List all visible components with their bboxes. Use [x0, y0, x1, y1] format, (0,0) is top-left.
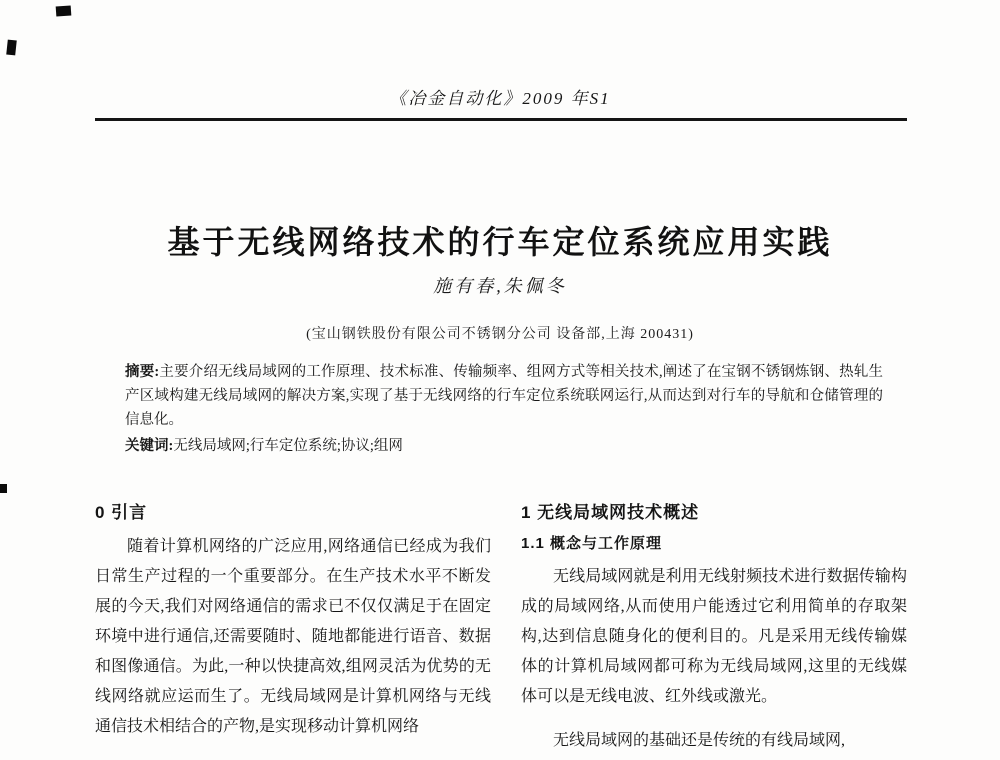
right-column	[521, 500, 907, 756]
scan-artifact	[6, 40, 17, 56]
wlan-paragraph-2: 无线局域网的基础还是传统的有线局域网,	[553, 732, 846, 749]
keywords-label: 关键词:	[125, 438, 174, 454]
paper-title: 基于无线网络技术的行车定位系统应用实践	[167, 224, 833, 261]
keywords-text: 无线局域网;行车定位系统;协议;组网	[173, 438, 403, 454]
subsection-heading-concept: 1.1 概念与工作原理	[521, 535, 663, 552]
journal-header: 《冶金自动化》2009 年S1	[389, 89, 611, 108]
section-heading-introduction: 0 引言	[95, 503, 148, 522]
left-column	[95, 500, 491, 756]
intro-paragraph: 随着计算机网络的广泛应用,网络通信已经成为我们日常生产过程的一个重要部分。在生产技术水平不断发展的今天,我们对网络通信的需求已不仅仅满足于在固定环境中进行通信,还需要随时、随地都能进行语音、数据和图像通信。为此,一种以快捷高效,组网灵活为优势的无线网络就应运而生了。无线局域网是计算机网络与无线通信技术相结合的产物,是实现移动计算机网络	[95, 538, 491, 735]
section-heading-wlan-overview: 1 无线局域网技术概述	[521, 503, 700, 522]
keywords-line	[125, 434, 883, 458]
abstract-text: 主要介绍无线局域网的工作原理、技术标准、传输频率、组网方式等相关技术,阐述了在宝钢不锈钢炼钢、热轧生产区域构建无线局域网的解决方案,实现了基于无线网络的行车定位系统联网运行,从而达到对行车的导航和仓储管理的信息化。	[125, 364, 883, 428]
wlan-paragraph-1: 无线局域网就是利用无线射频技术进行数据传输构成的局域网络,从而使用户能透过它利用简单的存取架构,达到信息随身化的便利目的。凡是采用无线传输媒体的计算机局域网都可称为无线局域网,这里的无线媒体可以是无线电波、红外线或激光。	[521, 568, 907, 705]
header-rule	[95, 118, 907, 121]
affiliation: (宝山钢铁股份有限公司不锈钢分公司 设备部,上海 200431)	[306, 327, 694, 342]
authors: 施有春,朱佩冬	[433, 276, 567, 296]
abstract-block	[125, 360, 883, 458]
abstract-label: 摘要:	[125, 364, 160, 380]
scan-artifact	[56, 5, 72, 16]
two-column-body	[95, 500, 907, 756]
abstract-paragraph	[125, 360, 883, 432]
scan-artifact	[0, 484, 7, 493]
